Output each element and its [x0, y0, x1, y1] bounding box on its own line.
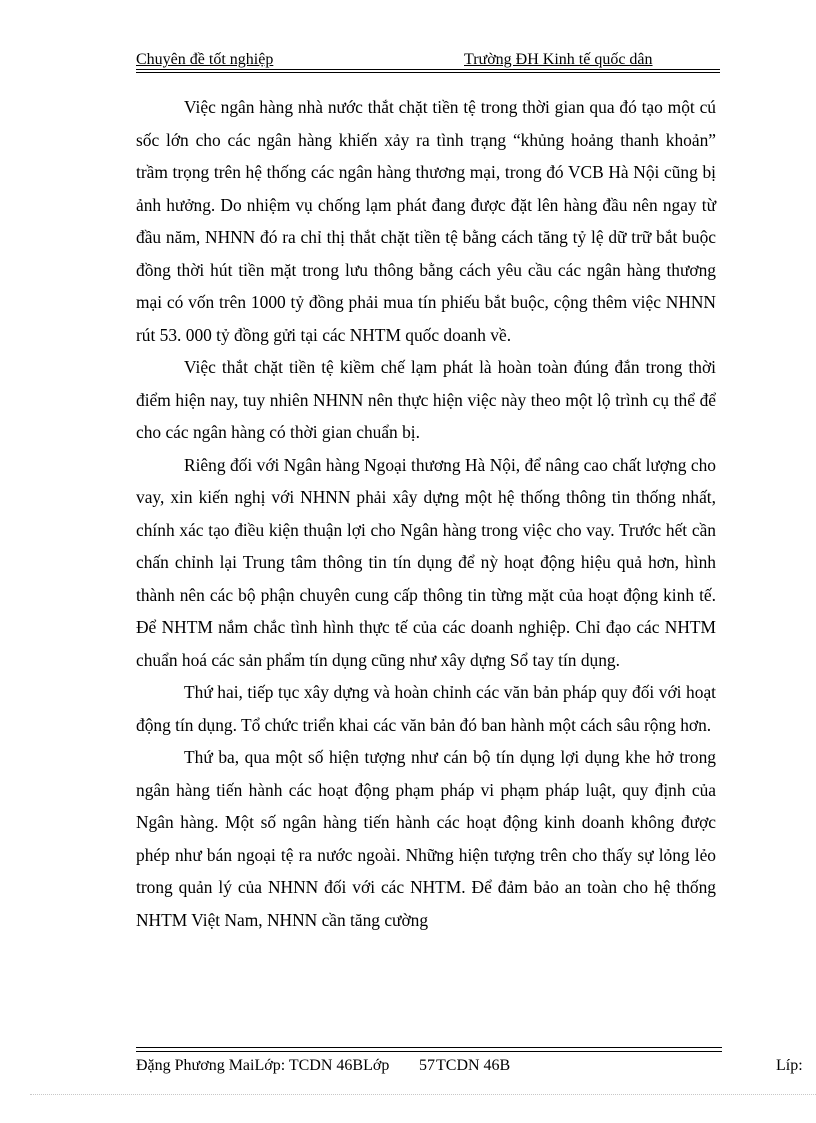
footer-rule-bottom: [136, 1051, 722, 1052]
page-bottom-dotted-border: [30, 1094, 816, 1095]
document-body: [136, 91, 716, 936]
page-footer: [136, 1055, 816, 1077]
paragraph-2: Việc thắt chặt tiền tệ kiềm chế lạm phát là hoàn toàn đúng đắn trong thời điểm hiện nay, tuy nhiên NHNN nên thực hiện việc này theo một lộ trình cụ thể để cho các ngân hàng có thời gian chuẩn bị.: [136, 357, 716, 442]
header-rule-top: [136, 69, 720, 70]
paragraph-5: Thứ ba, qua một số hiện tượng như cán bộ tín dụng lợi dụng khe hở trong ngân hàng tiến hành các hoạt động phạm pháp vi phạm pháp luật, quy định của Ngân hàng. Một số ngân hàng tiến hành các hoạt động kinh doanh không được phép như bán ngoại tệ ra nước ngoài. Những hiện tượng trên cho thấy sự lỏng lẻo trong quản lý của NHNN đối với các NHTM. Để đảm bảo an toàn cho hệ thống NHTM Việt Nam, NHNN cần tăng cường: [136, 747, 716, 930]
footer-lip-label: Líp:: [776, 1057, 803, 1074]
footer-page-number: 57: [419, 1057, 435, 1074]
paragraph-4: Thứ hai, tiếp tục xây dựng và hoàn chỉnh các văn bản pháp quy đối với hoạt động tín dụng. Tổ chức triển khai các văn bản đó ban hành một cách sâu rộng hơn.: [136, 682, 716, 735]
footer-author-class: Đặng Phương MaiLớp: TCDN 46BLớp: [136, 1057, 390, 1074]
footer-class-repeat: TCDN 46B: [436, 1057, 511, 1074]
header-document-type: Chuyên đề tốt nghiệp: [136, 51, 274, 68]
page-header: [136, 50, 720, 70]
paragraph-1: Việc ngân hàng nhà nước thắt chặt tiền tệ trong thời gian qua đó tạo một cú sốc lớn cho các ngân hàng khiến xảy ra tình trạng “khủng hoảng thanh khoản” trầm trọng trên hệ thống các ngân hàng thương mại, trong đó VCB Hà Nội cũng bị ảnh hưởng. Do nhiệm vụ chống lạm phát đang được đặt lên hàng đầu nên ngay từ đầu năm, NHNN đó ra chỉ thị thắt chặt tiền tệ bằng cách tăng tỷ lệ dữ trữ bắt buộc đồng thời hút tiền mặt trong lưu thông bằng cách yêu cầu các ngân hàng thương mại có vốn trên 1000 tỷ đồng phải mua tín phiếu bắt buộc, cộng thêm việc NHNN rút 53. 000 tỷ đồng gửi tại các NHTM quốc doanh về.: [136, 97, 716, 345]
header-university: Trường ĐH Kinh tế quốc dân: [464, 51, 653, 68]
footer-rule-top: [136, 1047, 722, 1048]
paragraph-3: Riêng đối với Ngân hàng Ngoại thương Hà Nội, để nâng cao chất lượng cho vay, xin kiến nghị với NHNN phải xây dựng một hệ thống thông tin thống nhất, chính xác tạo điều kiện thuận lợi cho Ngân hàng trong việc cho vay. Trước hết cần chấn chỉnh lại Trung tâm thông tin tín dụng để nỳ hoạt động hiệu quả hơn, hình thành nên các bộ phận chuyên cung cấp thông tin từng mặt của hoạt động kinh tế. Để NHTM nắm chắc tình hình thực tế của các doanh nghiệp. Chỉ đạo các NHTM chuẩn hoá các sản phẩm tín dụng cũng như xây dựng Sổ tay tín dụng.: [136, 454, 716, 670]
header-rule-bottom: [136, 72, 720, 73]
